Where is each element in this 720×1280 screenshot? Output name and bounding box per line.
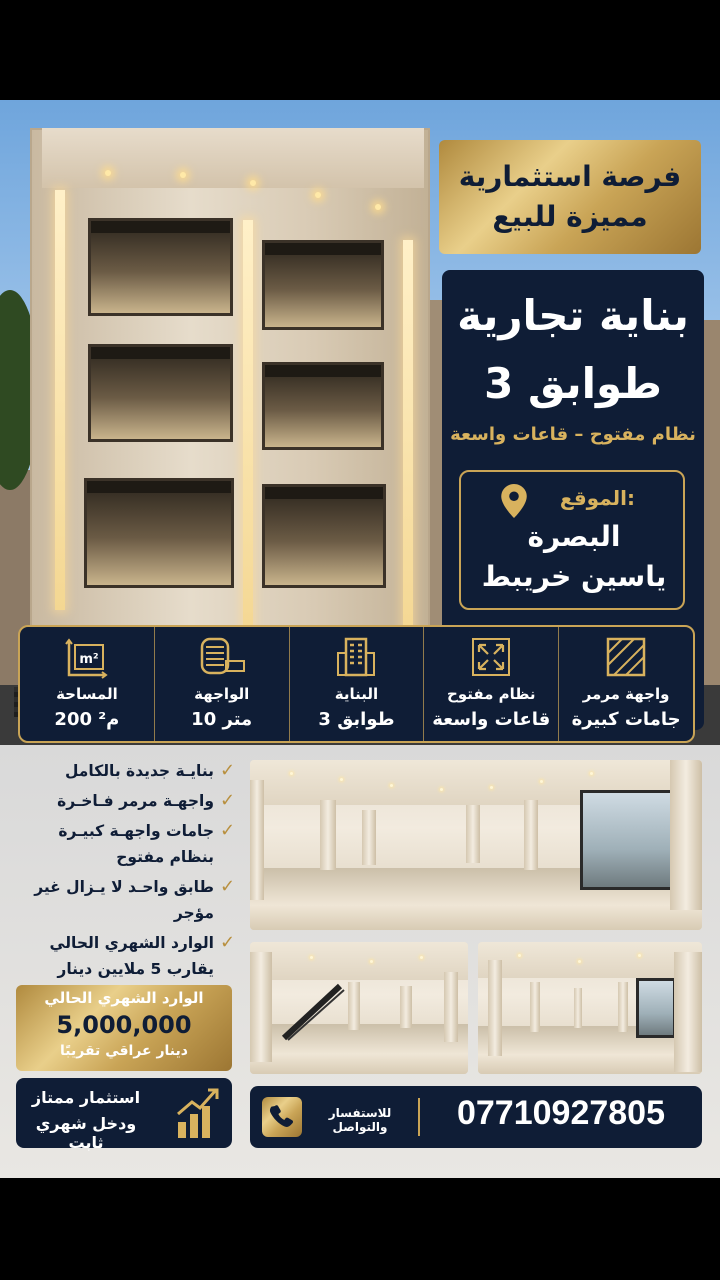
check-icon: ✓ — [220, 820, 236, 841]
building-window — [88, 344, 233, 442]
feature-frontage-value: 10 متر — [191, 709, 253, 730]
building-roof — [42, 128, 424, 188]
monthly-income-badge — [16, 985, 232, 1071]
features-checklist — [16, 758, 240, 986]
tape-measure-icon — [198, 635, 246, 679]
feature-frontage-label: الواجهة — [194, 685, 250, 703]
interior-photo-columns — [478, 942, 702, 1074]
features-strip — [18, 625, 695, 743]
pillar-light — [243, 220, 253, 640]
phone-icon[interactable] — [262, 1097, 302, 1137]
feature-frontage — [154, 627, 289, 741]
check-icon: ✓ — [220, 876, 236, 897]
building-window — [262, 484, 386, 588]
headline-badge — [439, 140, 701, 254]
list-item: ✓ واجهـة مرمر فـاخـرة — [16, 788, 240, 814]
invest-line2: ودخل شهري ثابت — [35, 1114, 137, 1152]
feature-marble-label: واجهة مرمر — [582, 685, 670, 703]
feature-marble — [558, 627, 693, 741]
facade-light — [250, 180, 256, 186]
list-item: ✓ بنايـة جديدة بالكامل — [16, 758, 240, 784]
building-window — [262, 362, 384, 450]
building-icon — [334, 635, 378, 679]
phone-number[interactable]: 07710927805 — [456, 1094, 665, 1132]
feature-area-value: 200 م² — [54, 709, 120, 730]
marble-icon — [604, 635, 648, 679]
list-item: ✓ طابق واحـد لا يـزال غير مؤجر — [16, 874, 240, 926]
location-area: ياسين خريبط — [481, 560, 667, 593]
feature-open-plan-value: قاعات واسعة — [432, 709, 551, 730]
check-icon: ✓ — [220, 760, 236, 781]
feature-building — [289, 627, 424, 741]
interior-photo-main — [250, 760, 702, 930]
location-city: البصرة — [527, 520, 621, 553]
building-window — [88, 218, 233, 316]
invest-line1: استثمار ممتاز — [31, 1088, 141, 1107]
income-note: دينار عراقي تقريبًا — [60, 1043, 188, 1059]
check-icon: ✓ — [220, 790, 236, 811]
location-label: الموقع: — [559, 486, 635, 510]
building-window — [84, 478, 234, 588]
expand-arrows-icon — [469, 635, 513, 679]
building-type-title: بناية تجارية — [457, 291, 689, 340]
feature-area — [20, 627, 154, 741]
svg-text:m²: m² — [79, 652, 99, 667]
income-title: الوارد الشهري الحالي — [44, 989, 204, 1007]
facade-light — [180, 172, 186, 178]
interior-photo-stairs — [250, 942, 468, 1074]
headline-line2: مميزة للبيع — [492, 200, 648, 233]
facade-light — [375, 204, 381, 210]
pillar-light — [403, 240, 413, 640]
location-box — [459, 470, 685, 610]
headline-line1: فرصة استثمارية — [458, 160, 682, 193]
divider — [418, 1098, 420, 1136]
poster — [0, 100, 720, 1178]
income-amount: 5,000,000 — [56, 1011, 192, 1039]
floors-title: 3 طوابق — [484, 359, 662, 408]
staircase — [280, 982, 350, 1042]
pillar-light — [55, 190, 65, 610]
feature-building-label: البناية — [334, 685, 379, 703]
feature-area-label: المساحة — [56, 685, 118, 703]
contact-bar — [250, 1086, 702, 1148]
check-icon: ✓ — [220, 932, 236, 953]
investment-badge — [16, 1078, 232, 1152]
facade-light — [105, 170, 111, 176]
list-item: ✓ الوارد الشهري الحالي يقارب 5 ملايين دينار — [16, 930, 240, 982]
feature-building-value: 3 طوابق — [318, 709, 395, 730]
layout-subtitle: نظام مفتوح – قاعات واسعة — [450, 424, 696, 445]
growth-chart-icon — [174, 1086, 222, 1140]
contact-label: للاستفسار والتواصل — [328, 1106, 392, 1134]
building-window — [262, 240, 384, 330]
area-m2-icon — [65, 635, 109, 679]
location-pin-icon — [501, 484, 527, 518]
feature-open-plan-label: نظام مفتوح — [447, 685, 536, 703]
list-item: ✓ جامات واجهـة كبيـرة بنظام مفتوح — [16, 818, 240, 870]
feature-marble-value: جامات كبيرة — [571, 709, 681, 730]
feature-open-plan — [423, 627, 558, 741]
facade-light — [315, 192, 321, 198]
